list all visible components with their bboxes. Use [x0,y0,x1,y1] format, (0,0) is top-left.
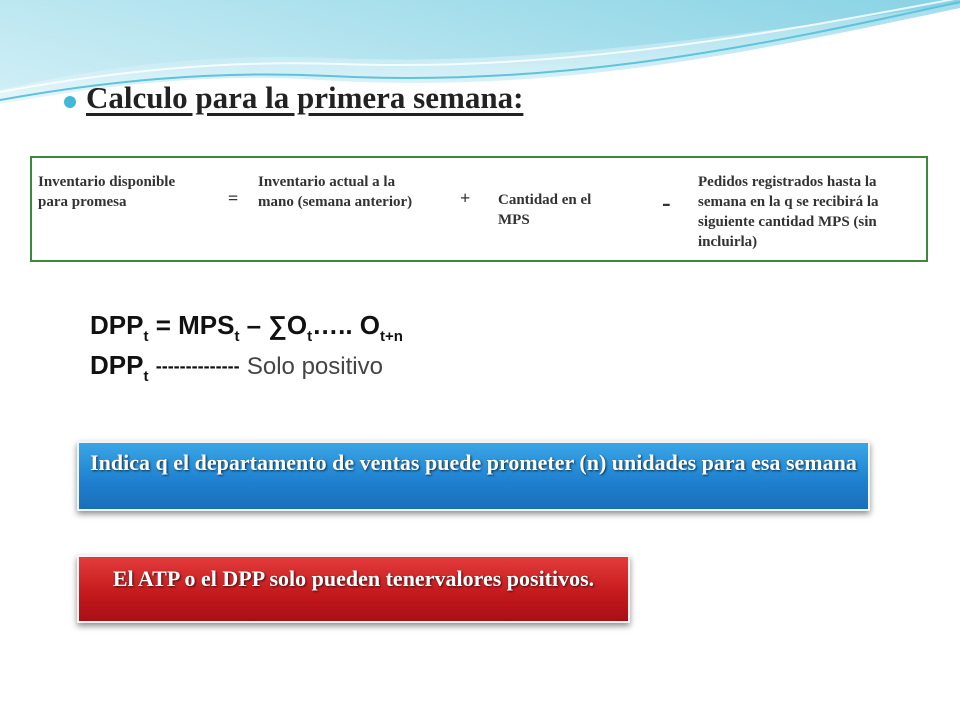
formula-term-registered-orders: Pedidos registrados hasta la semana en la q se recibirá la siguiente cantidad MPS (sin incluirla) [698,174,879,250]
bullet-icon [64,96,76,108]
eq1-rhs: – ∑O [239,310,308,340]
equation-dpp-positive [90,350,383,385]
eq2-text: Solo positivo [246,353,383,380]
formula-term-mps-quantity: Cantidad en el MPS [498,192,592,228]
formula-box [30,156,928,262]
eq2-dashes: -------------- [155,356,240,376]
callout-red: El ATP o el DPP solo pueden tenervalores positivos. [77,555,630,623]
eq1-mid: = MPS [148,310,235,340]
callout-blue: Indica q el departamento de ventas puede prometer (n) unidades para esa semana [77,441,870,511]
eq1-dots: ….. O [312,310,381,340]
formula-plus-operator: + [460,188,471,208]
formula-term-available-to-promise: Inventario disponible para promesa [38,174,176,210]
eq1-rhs-sub: t [307,328,313,345]
formula-term-current-inventory: Inventario actual a la mano (semana anterior) [258,174,413,210]
eq1-end-sub: t+n [380,328,403,345]
eq1-lhs-sub: t [143,328,149,345]
slide-heading: Calculo para la primera semana: [86,80,524,115]
eq2-lhs: DPP [90,350,144,380]
formula-minus-operator: - [662,188,671,217]
equation-dpp [90,310,403,345]
eq2-lhs-sub: t [143,368,149,385]
eq1-lhs: DPP [90,310,144,340]
eq1-mid-sub: t [234,328,240,345]
formula-equals-operator: = [228,188,239,208]
